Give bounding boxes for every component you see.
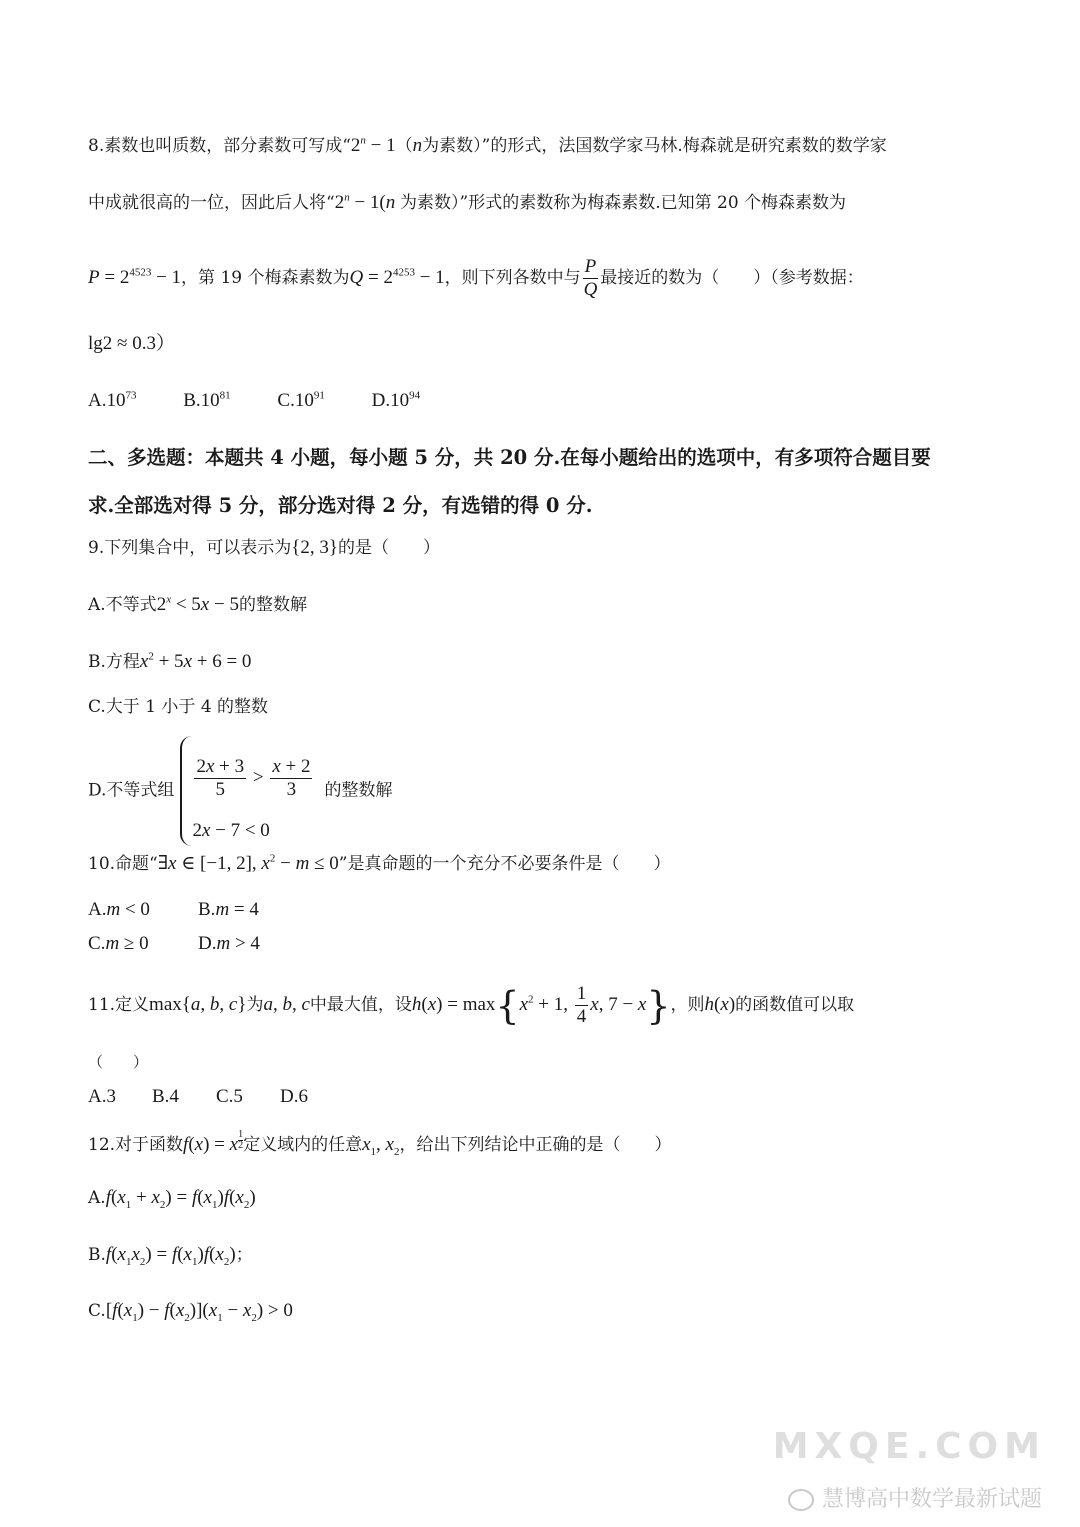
q8-line-2: 中成就很高的一位，因此后人将“$2^n - 1(n$ 为素数）”形式的素数称为梅森素数.已知第 20 个梅森素数为 (88, 191, 847, 213)
q9-stem: 9.下列集合中，可以表示为{2, 3}的是（ ） (88, 537, 440, 558)
q11-stem: 11.定义max{a, b, c}为a, b, c中最大值，设$h(x) = \max\{x^2 + 1$, $\frac{1}{4}$ x, 7 − x}，则h(x)的函数值可以取 (88, 983, 855, 1028)
q8-line-3: $P = 2^{4523} - 1$，第 19 个梅森素数为$Q = 2^{4253} - 1$，则下列各数中与 $\frac{P}{Q}$ 最接近的数为（ ）（参考数据： (88, 256, 864, 300)
q9-option-d[interactable]: D.不等式组 $\frac{2x + 3}{5}$ > $\frac{x + 2}{3}$ 2x − 7 < 0 的整数解 (88, 736, 392, 846)
q12-option-a[interactable]: $A.f(x_1 + x_2) = f(x_1)f(x_2)$ (88, 1187, 256, 1211)
q11-option-b[interactable]: B.4 (152, 1086, 179, 1107)
q12-stem: 12.对于函数f(x) = x $^{\frac{1}{2}}$ 定义域内的任意$x_1$, $x_2$，给出下列结论中正确的是（ ） (88, 1128, 672, 1158)
q8-option-a[interactable]: $A.10^{73}$ (88, 389, 137, 411)
wechat-icon (788, 1489, 814, 1511)
q11-option-a[interactable]: A.3 (88, 1086, 116, 1107)
q11-options (88, 1085, 308, 1109)
watermark: 慧博高中数学最新试题 (788, 1482, 1042, 1513)
q10-options-row-2 (88, 932, 260, 956)
q12-option-b[interactable]: $B.f(x_1x_2) = f(x_1)f(x_2)$； (88, 1244, 253, 1268)
q11-option-d[interactable]: D.6 (280, 1086, 308, 1107)
q8-options (88, 389, 462, 413)
q9-option-a[interactable]: A.不等式$2^x < 5x - 5$的整数解 (88, 593, 307, 615)
q10-stem: 10.命题“∃x ∈ [−1, 2], $x^2 - m \le 0$”是真命题的一个充分不必要条件是（ ） (88, 852, 671, 874)
q9-option-b[interactable]: B.方程$x^2 + 5x + 6 = 0$ (88, 650, 252, 672)
q8-line-4: lg2 ≈ 0.3） (88, 333, 175, 354)
q8-option-b[interactable]: $B.10^{81}$ (183, 389, 231, 411)
q12-option-c[interactable]: $C.[f(x_1) - f(x_2)](x_1 - x_2) > 0$ (88, 1300, 293, 1324)
q10-option-a[interactable]: A.m < 0 (88, 899, 150, 920)
q10-option-c[interactable]: C.m ≥ 0 (88, 933, 149, 954)
q9-option-c[interactable]: C.大于 1 小于 4 的整数 (88, 697, 269, 717)
q10-options-row-1 (88, 898, 259, 922)
section-heading-line-1: 二、多选题：本题共 4 小题，每小题 5 分，共 20 分.在每小题给出的选项中，有多项符合题目要 (88, 446, 931, 469)
q11-option-c[interactable]: C.5 (216, 1086, 243, 1107)
q8-option-d[interactable]: $D.10^{94}$ (371, 389, 421, 411)
q8-line-1: 8.素数也叫质数，部分素数可写成“$2^n - 1(n$为素数）”的形式，法国数学家马林.梅森就是研究素数的数学家 (88, 134, 887, 156)
q8-option-c[interactable]: $C.10^{91}$ (277, 389, 325, 411)
inequality-system: $\frac{2x + 3}{5}$ > $\frac{x + 2}{3}$ 2x − 7 < 0 (180, 736, 318, 846)
q10-option-b[interactable]: B.m = 4 (198, 899, 259, 920)
section-heading-line-2: 求.全部选对得 5 分，部分选对得 2 分，有选错的得 0 分. (88, 494, 593, 517)
q11-answer-parens: （ ） (88, 1053, 149, 1071)
q10-option-d[interactable]: D.m > 4 (198, 933, 260, 954)
p-over-q-fraction: $\frac{P}{Q}$ (583, 256, 598, 300)
watermark-brand: MXQE.COM (772, 1426, 1046, 1467)
